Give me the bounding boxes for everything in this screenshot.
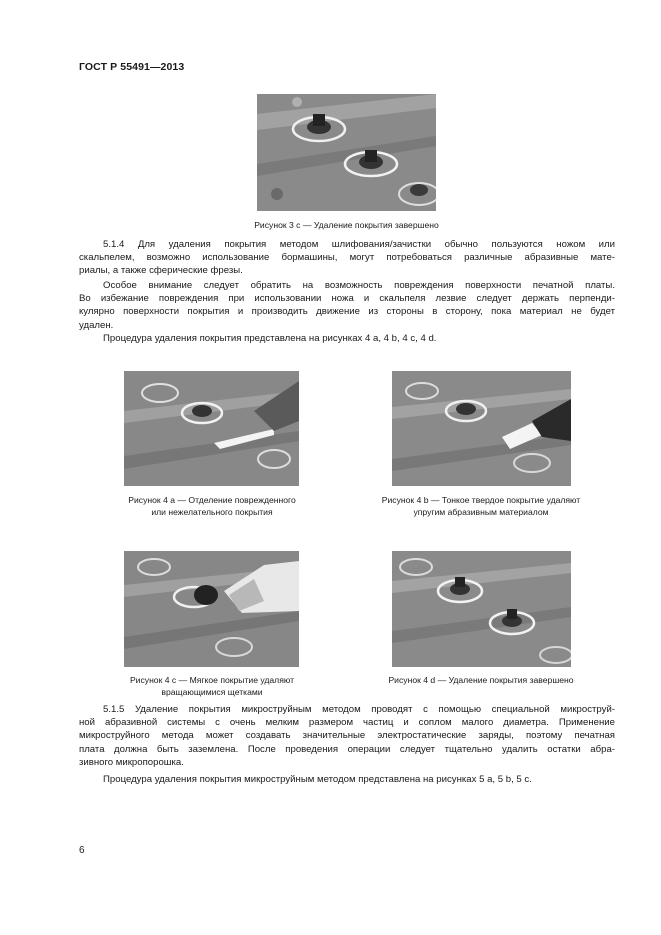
figure-3c-caption: Рисунок 3 c — Удаление покрытия завершено [254, 220, 439, 230]
caption-line: или нежелательного покрытия [151, 507, 273, 517]
caption-line: вращающимися щетками [161, 687, 263, 697]
paragraph-line: 5.1.4 Для удаления покрытия методом шлифования/зачистки обычно пользуются ножом или [103, 239, 615, 250]
figure-4b-caption [356, 494, 606, 518]
figure-4c-caption [100, 674, 324, 698]
paragraph-line: Процедура удаления покрытия представлена на рисунках 4 a, 4 b, 4 c, 4 d. [103, 333, 437, 344]
caption-line: Рисунок 4 b — Тонкое твердое покрытие удаляют [381, 495, 581, 505]
paragraph-procedure-4 [79, 332, 615, 345]
paragraph-line: плата должна быть заземлена. После проведения операции следует тщательно удалить остатки абра- [79, 743, 615, 755]
figure-4d-photo [392, 551, 571, 667]
figure-3c-photo [257, 94, 436, 211]
figure-4c-photo [124, 551, 299, 667]
standard-header: ГОСТ Р 55491—2013 [79, 61, 185, 73]
paragraph-line: ной абразивной системы с очень мелким размером частиц и соплом малого диаметра. Применение [79, 717, 615, 729]
paragraph-attention [79, 279, 615, 332]
paragraph-line: Особое внимание следует обратить на возможность повреждения поверхности печатной платы. [103, 280, 615, 291]
caption-line: Рисунок 4 c — Мягкое покрытие удаляют [129, 675, 295, 685]
paragraph-line: 5.1.5 Удаление покрытия микроструйным методом проводят с помощью специальной микроструй- [103, 704, 615, 715]
caption-line: упругим абразивным материалом [413, 507, 549, 517]
paragraph-line: зивного микропорошка. [79, 756, 184, 768]
paragraph-line: скальпелем, возможно использование бормашины, могут потребоваться различные абразивные мате- [79, 252, 615, 264]
paragraph-5-1-4 [79, 238, 615, 278]
figure-4b-photo [392, 371, 571, 486]
paragraph-line: риалы, а также сферические фрезы. [79, 265, 243, 277]
paragraph-line: микроструйного метода может создавать значительные электростатические заряды, поэтому печатная [79, 730, 615, 742]
paragraph-procedure-5 [79, 773, 615, 786]
paragraph-line: удален. [79, 319, 114, 331]
paragraph-line: Процедура удаления покрытия микроструйным методом представлена на рисунках 5 a, 5 b, 5 c. [103, 774, 532, 785]
paragraph-line: кулярно поверхности покрытия и производить движение из стороны в сторону, пока материал не будет [79, 306, 615, 318]
paragraph-5-1-5 [79, 703, 615, 769]
figure-4a-photo [124, 371, 299, 486]
figure-4a-caption [100, 494, 324, 518]
figure-4d-caption: Рисунок 4 d — Удаление покрытия завершено [388, 675, 574, 685]
caption-line: Рисунок 4 a — Отделение поврежденного [128, 495, 296, 505]
paragraph-line: Во избежание повреждения при использовании ножа и скальпеля лезвие следует держать перпенди- [79, 293, 615, 305]
page-number: 6 [79, 845, 85, 856]
